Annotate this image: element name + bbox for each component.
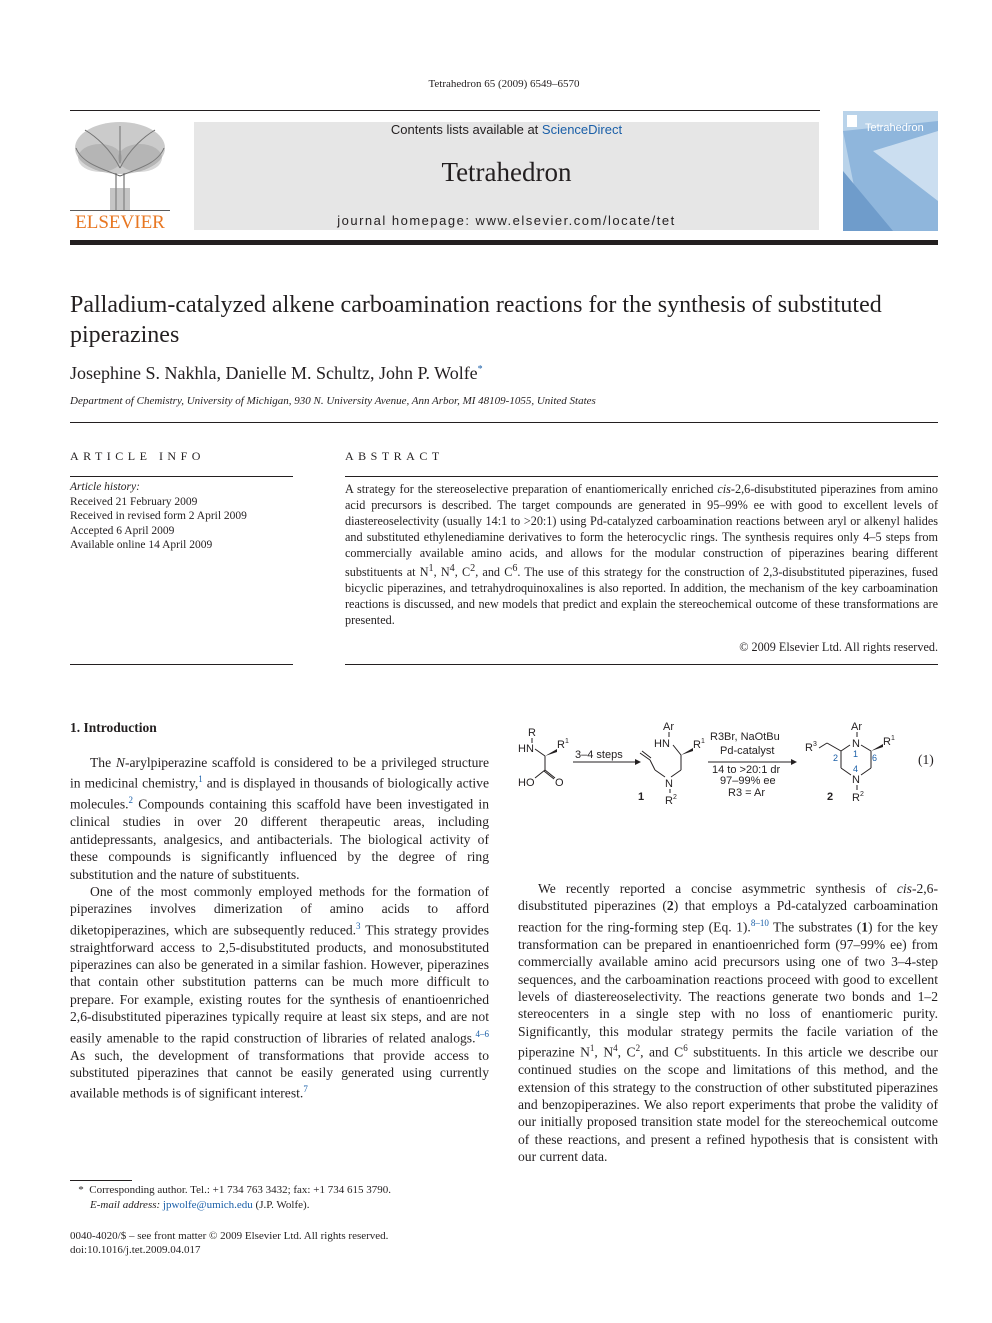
svg-text:HN: HN [654, 738, 670, 750]
reference-link[interactable]: 1 [198, 774, 203, 785]
email-label: E-mail address: [90, 1199, 163, 1211]
footnote [70, 1183, 391, 1213]
article-title: Palladium-catalyzed alkene carboamination reactions for the synthesis of substituted piperazines [70, 292, 882, 348]
accepted-date: Accepted 6 April 2009 [70, 524, 175, 537]
r3-label: R3 = Ar [728, 787, 765, 799]
footnote-rule [70, 1180, 132, 1181]
abstract-heading: ABSTRACT [345, 449, 444, 463]
equation-number: (1) [918, 752, 934, 767]
email-note [70, 1198, 391, 1213]
divider [70, 476, 293, 477]
svg-text:2: 2 [673, 794, 677, 801]
corresponding-author-note: * Corresponding author. Tel.: +1 734 763 3432; fax: +1 734 615 3790. [70, 1184, 391, 1196]
reference-link[interactable]: 4–6 [475, 1028, 489, 1039]
svg-text:6: 6 [872, 753, 878, 763]
divider [70, 110, 820, 111]
ee-label: 97–99% ee [720, 775, 776, 787]
abstract-copyright: © 2009 Elsevier Ltd. All rights reserved. [739, 640, 938, 654]
svg-text:R: R [665, 795, 673, 807]
article-info-heading: ARTICLE INFO [70, 449, 205, 463]
online-date: Available online 14 April 2009 [70, 539, 213, 551]
paragraph: We recently reported a concise asymmetric synthesis of cis-2,6-disubstituted piperazines (2) that employs a Pd-catalyzed carboamination reaction for the ring-forming step (Eq. 1).$^{8-10}$ The substrates (1) for the key transformation can be prepared in enantioenriched form (97–99% ee) from commercially available amino acid precursors using one of two 3–4-step sequences, and the carboamination reactions proceed with good to excellent levels of diastereoselectivity. The reactions generate two bonds and 1–2 stereocenters in a single step with no loss of enantiomeric purity. Significantly, this modular strategy permits the facile variation of the piperazine $N^1$, $N^4$, $C^2$, and $C^6$ substituents. In this article we describe our continued studies on the scope and limitations of this method, and the extension of this strategy to the construction of other substituted piperazines and benzopiperazines. We also report experiments that probe the validity of our initially proposed transition state model for the stereochemical outcome of these reactions, and present a refined hypothesis that is consistent with our current data. [518, 881, 939, 1165]
corresponding-author-text: Corresponding author. Tel.: +1 734 763 3432; fax: +1 734 615 3790. [89, 1184, 391, 1196]
reaction-scheme [515, 718, 940, 813]
svg-text:1: 1 [853, 749, 859, 759]
history-label: Article history: [70, 481, 140, 493]
section-heading-introduction: 1. Introduction [70, 720, 157, 735]
svg-text:R: R [528, 727, 536, 739]
journal-citation: Tetrahedron 65 (2009) 6549–6570 [428, 78, 580, 90]
issn-line: 0040-4020/$ – see front matter © 2009 Elsevier Ltd. All rights reserved. [70, 1230, 389, 1242]
svg-text:HN: HN [518, 743, 534, 755]
svg-text:4: 4 [853, 764, 859, 774]
affiliation: Department of Chemistry, University of Michigan, 930 N. University Avenue, Ann Arbor, MI 48109-1055, United States [70, 395, 596, 407]
dr-label: 14 to >20:1 dr [712, 764, 781, 776]
steps-label: 3–4 steps [575, 749, 623, 761]
svg-text:2: 2 [860, 791, 864, 798]
reference-link[interactable]: 7 [303, 1084, 308, 1095]
issn-info [70, 1229, 388, 1257]
svg-text:HO: HO [518, 777, 535, 789]
doi-line[interactable]: doi:10.1016/j.tet.2009.04.017 [70, 1244, 201, 1256]
email-suffix: (J.P. Wolfe). [252, 1199, 310, 1211]
reagents-label: R3Br, NaOtBu [710, 731, 780, 743]
revised-date: Received in revised form 2 April 2009 [70, 510, 247, 522]
corresponding-author-mark[interactable]: * [477, 364, 483, 375]
svg-text:N: N [665, 778, 673, 790]
svg-text:2: 2 [833, 753, 839, 763]
catalyst-label: Pd-catalyst [720, 745, 775, 757]
elsevier-wordmark: ELSEVIER [75, 212, 165, 233]
svg-text:N: N [852, 738, 860, 750]
abstract-text: A strategy for the stereoselective preparation of enantiomerically enriched cis-2,6-disubstituted piperazines from amino acid precursors is described. The target compounds are generated in 95–99% ee with good to excellent levels of diastereoselectivity (usually 14:1 to >20:1) using Pd-catalyzed carboamination reactions between aryl or alkenyl halides and substituted ethylenediamine derivatives to form the heterocyclic rings. The synthesis requires only 4–5 steps from commercially available amino acids, and allows for the modular construction of piperazines bearing different substituents at $N^1$, $N^4$, $C^2$, and $C^6$. The use of this strategy for the construction of 2,3-disubstituted piperazines, fused bicyclic piperazines, and tetrahydroquinoxalines is also reported. In addition, the mechanism of the key carboamination reactions is discussed, and new models that predict and explain the stereochemical outcome of these transformations are presented. [345, 482, 939, 628]
svg-text:1: 1 [565, 738, 569, 745]
divider [70, 664, 293, 665]
journal-name: Tetrahedron [441, 157, 572, 187]
divider [345, 476, 938, 477]
journal-homepage[interactable]: journal homepage: www.elsevier.com/locate/tet [337, 213, 676, 228]
svg-text:Ar: Ar [663, 721, 674, 733]
svg-text:R: R [852, 792, 860, 804]
svg-text:R: R [557, 739, 565, 751]
paragraph: One of the most commonly employed methods for the formation of piperazines involves dimerization of amino acids to afford diketopiperazines, which are subsequently reduced.$^3$ This strategy provides straightforward access to 2,5-disubstituted products, and monosubstituted piperazines can also be generated in a similar fashion. However, piperazines that contain other substitution patterns can be much more difficult to prepare. For example, existing routes for the synthesis of enantioenriched 2,6-disubstituted piperazines typically require at least six steps, and are not easily amenable to the rapid construction of libraries of related analogs.$^{4-6}$ As such, the development of transformations that provide access to substituted piperazines that cannot be easily generated using currently available methods is of significant interest.$^7$ [70, 883, 489, 1101]
divider [345, 664, 938, 665]
received-date: Received 21 February 2009 [70, 495, 198, 508]
svg-text:R: R [883, 736, 891, 748]
reference-link[interactable]: 8–10 [750, 917, 769, 928]
reference-link[interactable]: 3 [356, 920, 361, 931]
svg-text:1: 1 [891, 735, 895, 742]
svg-text:3: 3 [813, 741, 817, 748]
sciencedirect-link[interactable]: ScienceDirect [541, 122, 623, 137]
reference-link[interactable]: 2 [128, 795, 134, 806]
svg-text:R: R [693, 739, 701, 751]
divider [70, 422, 938, 423]
svg-text:O: O [555, 777, 564, 789]
author-list [70, 363, 483, 384]
journal-cover-thumbnail[interactable] [843, 111, 938, 231]
svg-text:R: R [805, 742, 813, 754]
paragraph: The N-arylpiperazine scaffold is considered to be a privileged structure in medicinal chemistry,$^1$ and is displayed in thousands of biologically active molecules.$^2$ Compounds containing this scaffold have been investigated in clinical studies in over 20 different therapeutic areas, including antidepressants, analgesics, and antibacterials. The biological activity of these compounds is significantly influenced by the degree of ring substitution and the nature of substituents. [70, 755, 490, 882]
contents-line [194, 122, 819, 137]
body-column-right [518, 880, 938, 1166]
svg-text:N: N [852, 774, 860, 786]
compound-2-label: 2 [827, 791, 834, 803]
svg-text:1: 1 [701, 738, 705, 745]
header-rule [70, 240, 938, 245]
compound-1-label: 1 [638, 791, 645, 803]
authors: Josephine S. Nakhla, Danielle M. Schultz, John P. Wolfe [70, 363, 478, 383]
contents-prefix: Contents lists available at [390, 122, 542, 137]
cover-title: Tetrahedron [865, 122, 924, 134]
svg-text:Ar: Ar [851, 721, 862, 733]
elsevier-logo[interactable] [70, 118, 170, 234]
email-link[interactable]: jpwolfe@umich.edu [162, 1199, 253, 1211]
article-history [70, 480, 247, 553]
body-column-left [70, 754, 489, 1102]
